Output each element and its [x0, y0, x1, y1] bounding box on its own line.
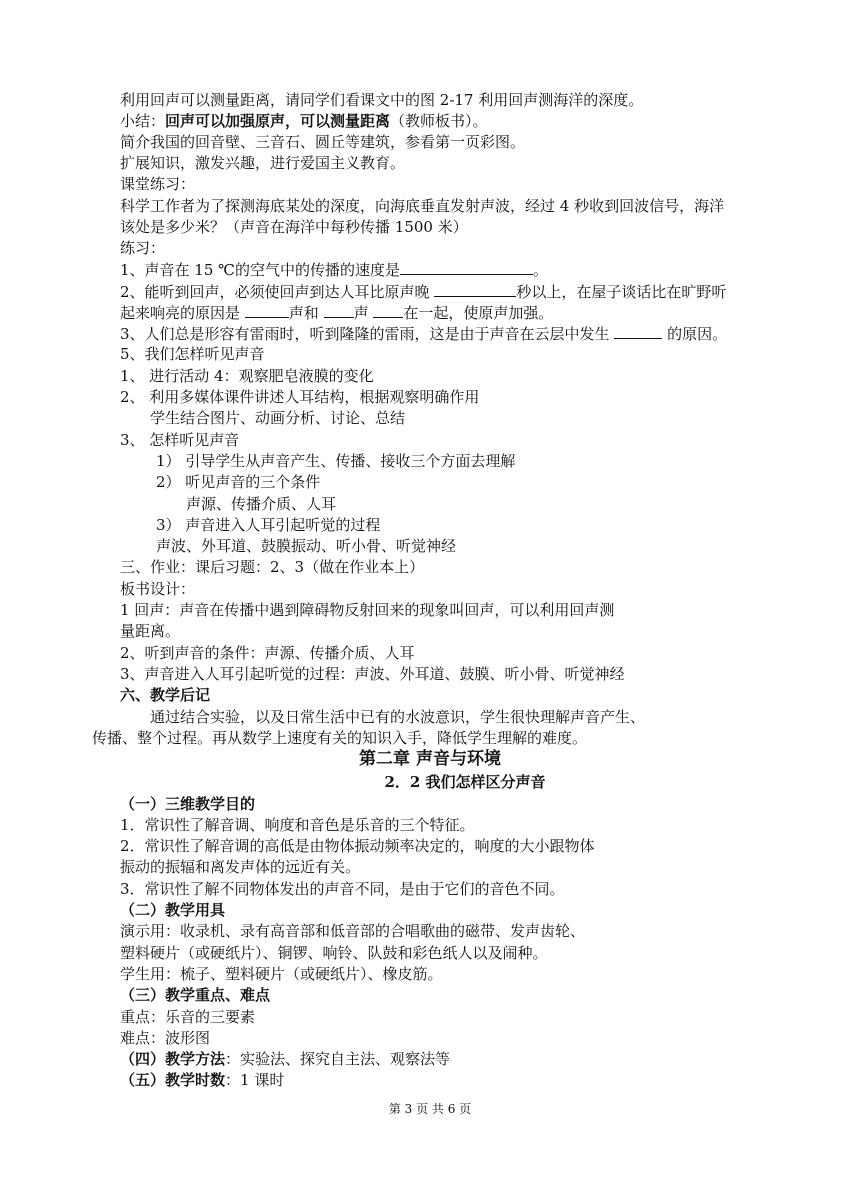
heading-key-points: （三）教学重点、难点	[120, 986, 271, 1004]
practice-question-3	[120, 323, 727, 345]
paragraph-echo-measure: 利用回声可以测量距离，请同学们看课文中的图 2-17 利用回声测海洋的深度。	[120, 91, 644, 109]
paragraph-extend: 扩展知识，激发兴趣，进行爱国主义教育。	[120, 154, 406, 172]
objective-3: 3．常识性了解不同物体发出的声音不同，是由于它们的音色不同。	[120, 880, 565, 898]
teaching-hours-line	[120, 1070, 284, 1091]
heading-class-exercise: 课堂练习：	[120, 175, 196, 193]
objective-2: 2．常识性了解音调的高低是由物体振动频率决定的，响度的大小跟物体	[120, 837, 595, 855]
key-point: 重点：乐音的三要素	[120, 1008, 256, 1026]
practice-question-1-text: 1、声音在 15 ℃的空气中的传播的速度是	[120, 261, 400, 279]
demo-tools-line-1: 演示用：收录机、录有高音部和低音部的合唱歌曲的磁带、发声齿轮、	[120, 922, 586, 940]
page-footer: 第 3 页 共 6 页	[388, 1102, 472, 1116]
teaching-hours-label: （五）教学时数	[120, 1071, 226, 1089]
practice-question-3-end: 的原因。	[662, 325, 728, 343]
exercise-problem-line-2: 该处是多少米？（声音在海洋中每秒传播 1500 米）	[120, 218, 468, 236]
board-item-1-cont: 量距离。	[120, 622, 181, 640]
substep-2: 2） 听见声音的三个条件	[156, 473, 321, 491]
demo-tools-line-2: 塑料硬片（或硬纸片）、铜锣、响铃、队鼓和彩色纸人以及闹种。	[120, 944, 548, 962]
teaching-notes-line-1: 通过结合实验，以及日常生活中已有的水波意识，学生很快理解声音产生、	[150, 708, 646, 726]
step-1: 1、 进行活动 4：观察肥皂液膜的变化	[120, 367, 374, 385]
homework-line: 三、作业：课后习题：2、3（做在作业本上）	[120, 558, 425, 576]
substep-2-detail: 声源、传播介质、人耳	[186, 495, 337, 513]
practice-question-2-cont-c: 声	[353, 304, 374, 322]
paragraph-architecture: 简介我国的回音壁、三音石、圆丘等建筑，参看第一页彩图。	[120, 133, 526, 151]
practice-question-2-rest: 秒以上，在屋子谈话比在旷野听	[516, 283, 727, 301]
objective-2-cont: 振动的振辐和离发声体的远近有关。	[120, 858, 361, 876]
summary-bold-text: 回声可以加强原声，可以测量距离	[165, 112, 391, 130]
practice-question-1	[120, 259, 548, 281]
difficult-point: 难点：波形图	[120, 1029, 211, 1047]
board-item-1: 1 回声：声音在传播中遇到障碍物反射回来的现象叫回声，可以利用回声测	[120, 601, 615, 619]
teaching-notes-line-2: 传播、整个过程。再从数学上速度有关的知识入手，降低学生理解的难度。	[92, 729, 588, 747]
student-tools: 学生用：梳子、塑料硬片（或硬纸片）、橡皮筋。	[120, 965, 443, 983]
practice-question-2-text: 2、能听到回声，必须使回声到达人耳比原声晚	[120, 283, 435, 301]
answer-blank	[373, 302, 403, 318]
answer-blank	[324, 302, 354, 318]
exercise-problem-line-1: 科学工作者为了探测海底某处的深度，向海底垂直发射声波，经过 4 秒收到回波信号，海洋	[120, 197, 725, 215]
practice-question-2-cont	[120, 302, 553, 324]
heading-board-design: 板书设计：	[120, 580, 196, 598]
teaching-hours-text: ：1 课时	[225, 1071, 285, 1089]
board-item-2: 2、听到声音的条件：声源、传播介质、人耳	[120, 644, 415, 662]
substep-1: 1） 引导学生从声音产生、传播、接收三个方面去理解	[156, 452, 516, 470]
practice-question-3-text: 3、人们总是形容有雷雨时，听到隆隆的雷雨，这是由于声音在云层中发生	[120, 325, 615, 343]
heading-practice: 练习：	[120, 239, 166, 257]
practice-question-2-cont-text: 起来响亮的原因是	[120, 304, 245, 322]
practice-question-2-cont-b: 声和	[288, 304, 324, 322]
step-2-detail: 学生结合图片、动画分析、讨论、总结	[150, 409, 406, 427]
answer-blank	[245, 302, 289, 318]
substep-3-detail: 声波、外耳道、鼓膜振动、听小骨、听觉神经	[156, 537, 457, 555]
teaching-method-line	[120, 1049, 450, 1070]
answer-blank	[400, 259, 533, 275]
answer-blank	[614, 323, 662, 339]
practice-question-2	[120, 281, 726, 303]
heading-teaching-notes: 六、教学后记	[120, 686, 211, 704]
board-item-3: 3、声音进入人耳引起听觉的过程：声波、外耳道、鼓膜、听小骨、听觉神经	[120, 665, 625, 683]
summary-label: 小结：	[120, 112, 166, 130]
summary-line	[120, 111, 488, 132]
summary-note: （教师板书）。	[390, 112, 488, 130]
step-3: 3、 怎样听见声音	[120, 431, 240, 449]
heading-objectives: （一）三维教学目的	[120, 795, 256, 813]
heading-teaching-tools: （二）教学用具	[120, 901, 226, 919]
objective-1: 1．常识性了解音调、响度和音色是乐音的三个特征。	[120, 816, 475, 834]
step-2: 2、 利用多媒体课件讲述人耳结构，根据观察明确作用	[120, 388, 480, 406]
teaching-method-text: ：实验法、探究自主法、观察法等	[225, 1050, 451, 1068]
section-title: 2．2 我们怎样区分声音	[384, 773, 546, 791]
practice-question-1-end: 。	[532, 261, 548, 279]
practice-question-2-cont-d: 在一起，使原声加强。	[403, 304, 554, 322]
answer-blank	[434, 281, 516, 297]
substep-3: 3） 声音进入人耳引起听觉的过程	[156, 516, 381, 534]
teaching-method-label: （四）教学方法	[120, 1050, 226, 1068]
chapter-title: 第二章 声音与环境	[359, 749, 501, 769]
heading-how-we-hear: 5、我们怎样听见声音	[120, 345, 265, 363]
